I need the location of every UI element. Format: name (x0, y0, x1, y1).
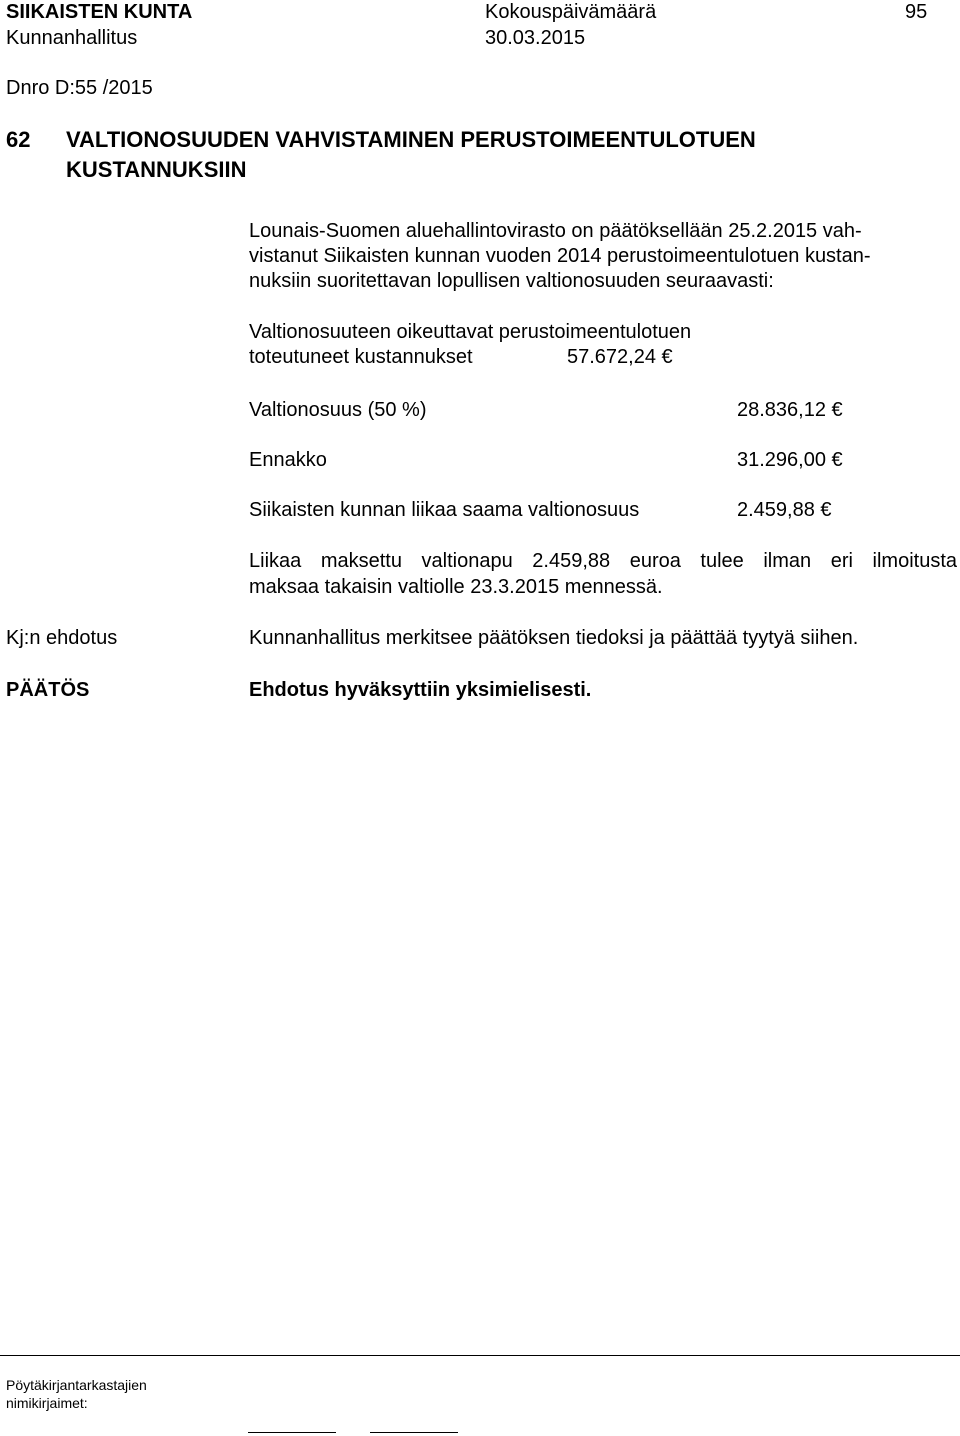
euro-icon: € (820, 499, 832, 521)
amount-value: 31.296,00 € (737, 449, 843, 471)
meeting-date-label: Kokouspäivämäärä (485, 1, 657, 23)
page-number: 95 (905, 1, 928, 23)
footer-label-line2: nimikirjaimet: (6, 1395, 88, 1411)
refund-note-line-1: Liikaa maksettu valtionapu 2.459,88 euroa tulee ilman eri ilmoitusta (249, 550, 957, 572)
euro-icon: € (831, 399, 843, 421)
amount-label: Ennakko (249, 449, 327, 471)
initials-line-2 (370, 1432, 458, 1433)
proposal-text: Kunnanhallitus merkitsee päätöksen tiedoksi ja päättää tyytyä siihen. (249, 627, 859, 649)
item-title-line2: KUSTANNUKSIIN (66, 157, 247, 182)
reference-number: Dnro D:55 /2015 (6, 77, 153, 99)
intro-line-1: Lounais-Suomen aluehallintovirasto on päätöksellään 25.2.2015 vah- (249, 220, 862, 242)
euro-icon: € (661, 346, 673, 368)
intro-line-2: vistanut Siikaisten kunnan vuoden 2014 perustoimeentulotuen kustan- (249, 245, 871, 267)
decision-text: Ehdotus hyväksyttiin yksimielisesti. (249, 679, 592, 701)
intro-line-3: nuksiin suoritettavan lopullisen valtionosuuden seuraavasti: (249, 270, 774, 292)
amount-value: 2.459,88 € (737, 499, 832, 521)
amount-value: 28.836,12 € (737, 399, 843, 421)
org-name: SIIKAISTEN KUNTA (6, 1, 193, 23)
decision-label: PÄÄTÖS (6, 679, 90, 701)
euro-icon: € (831, 449, 843, 471)
item-number: 62 (6, 127, 31, 152)
body-name: Kunnanhallitus (6, 27, 138, 49)
amount-label: toteutuneet kustannukset (249, 346, 473, 368)
proposal-label: Kj:n ehdotus (6, 627, 118, 649)
amount-value: 57.672,24 € (567, 346, 673, 368)
meeting-date: 30.03.2015 (485, 27, 586, 49)
footer-divider (0, 1355, 960, 1356)
amount-label: Valtionosuus (50 %) (249, 399, 427, 421)
amount-label-line1: Valtionosuuteen oikeuttavat perustoimeentulotuen (249, 321, 692, 343)
footer-label-line1: Pöytäkirjantarkastajien (6, 1377, 147, 1393)
refund-note-line-2: maksaa takaisin valtiolle 23.3.2015 mennessä. (249, 576, 663, 598)
initials-line-1 (248, 1432, 336, 1433)
amount-label: Siikaisten kunnan liikaa saama valtionosuus (249, 499, 640, 521)
item-title-line1: VALTIONOSUUDEN VAHVISTAMINEN PERUSTOIMEENTULOTUEN (66, 127, 756, 152)
